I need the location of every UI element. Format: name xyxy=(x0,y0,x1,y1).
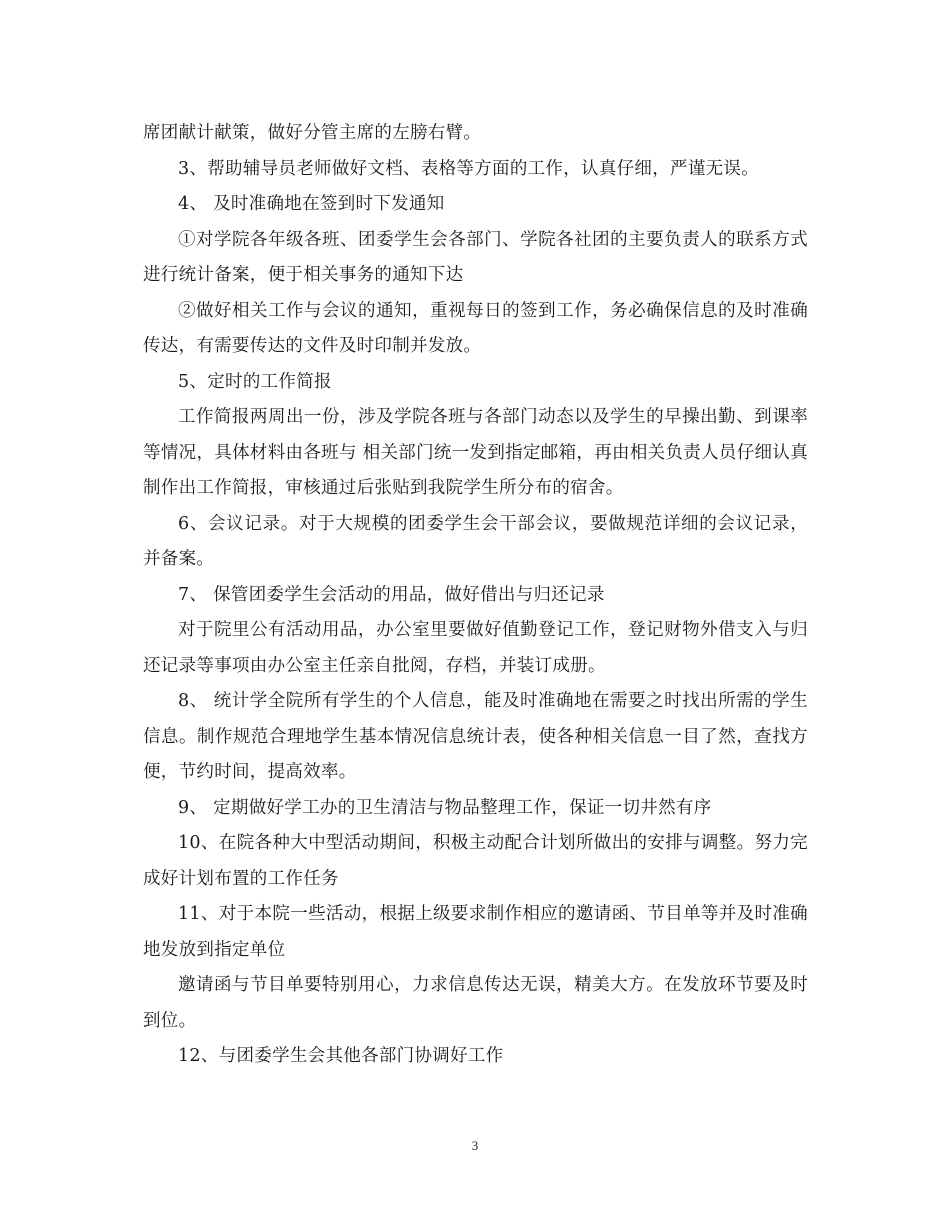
paragraph-8: 6、会议记录。对于大规模的团委学生会干部会议，要做规范详细的会议记录，并备案。 xyxy=(143,513,808,569)
paragraph-10: 对于院里公有活动用品，办公室里要做好值勤登记工作，登记财物外借支入与归还记录等事项由办公室主任亲自批阅，存档，并装订成册。 xyxy=(143,620,808,676)
paragraph-14: 11、对于本院一些活动，根据上级要求制作相应的邀请函、节目单等并及时准确地发放到指定单位 xyxy=(143,904,808,960)
paragraph-16: 12、与团委学生会其他各部门协调好工作 xyxy=(178,1046,504,1066)
page-number: 3 xyxy=(471,1138,479,1153)
document-body xyxy=(143,116,808,1075)
paragraph-2: 3、帮助辅导员老师做好文档、表格等方面的工作，认真仔细，严谨无误。 xyxy=(178,158,760,179)
paragraph-4: ①对学院各年级各班、团委学生会各部门、学院各社团的主要负责人的联系方式进行统计备案，便于相关事务的通知下达 xyxy=(143,229,808,285)
paragraph-1: 席团献计献策，做好分管主席的左膀右臂。 xyxy=(143,123,482,143)
paragraph-12: 9、 定期做好学工办的卫生清洁与物品整理工作，保证一切井然有序 xyxy=(178,797,712,818)
paragraph-13: 10、在院各种大中型活动期间，积极主动配合计划所做出的安排与调整。努力完成好计划布置的工作任务 xyxy=(143,833,808,889)
paragraph-7: 工作简报两周出一份，涉及学院各班与各部门动态以及学生的早操出勤、到课率等情况，具体材料由各班与 相关部门统一发到指定邮箱，再由相关负责人员仔细认真制作出工作简报，审核通过后张贴到我院学生所分布的宿舍。 xyxy=(143,407,808,498)
paragraph-15: 邀请函与节目单要特别用心，力求信息传达无误，精美大方。在发放环节要及时到位。 xyxy=(143,975,808,1031)
paragraph-3: 4、 及时准确地在签到时下发通知 xyxy=(178,194,445,214)
paragraph-5: ②做好相关工作与会议的通知，重视每日的签到工作，务必确保信息的及时准确传达，有需要传达的文件及时印制并发放。 xyxy=(143,300,808,356)
paragraph-6: 5、定时的工作简报 xyxy=(178,371,332,392)
paragraph-11: 8、 统计学全院所有学生的个人信息，能及时准确地在需要之时找出所需的学生信息。制作规范合理地学生基本情况信息统计表，使各种相关信息一目了然，查找方便，节约时间，提高效率。 xyxy=(143,691,808,782)
paragraph-9: 7、 保管团委学生会活动的用品，做好借出与归还记录 xyxy=(178,584,605,605)
